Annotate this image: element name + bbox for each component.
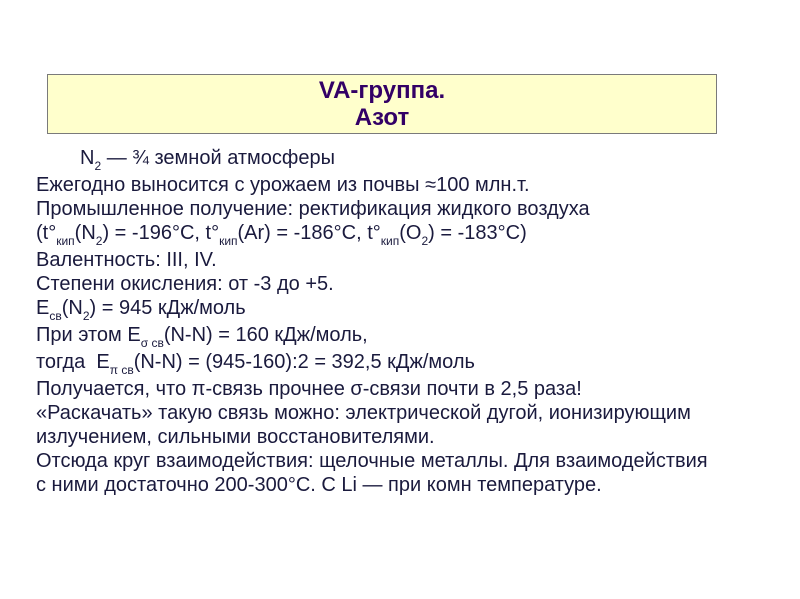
text-line <box>36 221 796 248</box>
text-segment: (N <box>74 222 96 244</box>
text-line <box>36 350 796 377</box>
text-segment: Ежегодно выносится с урожаем из почвы ≈100 млн.т. <box>36 174 530 196</box>
text-segment: Промышленное получение: ректификация жидкого воздуха <box>36 198 590 220</box>
text-segment: излучением, сильными восстановителями. <box>36 426 435 448</box>
text-subscript: 2 <box>95 234 103 248</box>
text-segment: ) = -183°C) <box>428 222 527 244</box>
slide-title-line-1: VA-группа. <box>318 77 446 104</box>
text-subscript: кип <box>56 234 75 248</box>
text-segment: Степени окисления: от -3 до +5. <box>36 273 334 295</box>
text-subscript: 2 <box>82 309 90 323</box>
text-line <box>36 425 796 449</box>
text-segment: — ¾ земной атмосферы <box>101 147 335 169</box>
text-segment: (O <box>399 222 422 244</box>
text-line <box>36 401 796 425</box>
text-segment: с ними достаточно 200-300°С. С Li — при комн температуре. <box>36 474 602 496</box>
text-line <box>36 323 796 350</box>
text-line <box>36 146 796 173</box>
text-line <box>36 377 796 401</box>
text-segment: (t° <box>36 222 57 244</box>
text-line <box>36 473 796 497</box>
text-line <box>36 449 796 473</box>
text-segment: При этом E <box>36 324 141 346</box>
text-segment: E <box>36 297 50 319</box>
text-segment: ) = -196°C, t° <box>102 222 220 244</box>
text-segment: ) = 945 кДж/моль <box>89 297 246 319</box>
text-line <box>36 197 796 221</box>
text-segment: (N-N) = (945-160):2 = 392,5 кДж/моль <box>133 351 475 373</box>
text-segment: (N <box>61 297 83 319</box>
text-segment: «Раскачать» такую связь можно: электрической дугой, ионизирующим <box>36 402 691 424</box>
text-subscript: 2 <box>421 234 429 248</box>
text-subscript: кип <box>380 234 400 248</box>
slide-title-box <box>47 74 717 134</box>
text-subscript: кип <box>219 234 238 248</box>
text-segment: (Ar) = -186°C, t° <box>237 222 381 244</box>
text-segment: Валентность: III, IV. <box>36 249 217 271</box>
text-segment: (N-N) = 160 кДж/моль, <box>163 324 368 346</box>
text-segment: Получается, что π-связь прочнее σ-связи почти в 2,5 раза! <box>36 378 582 400</box>
text-line <box>36 272 796 296</box>
text-line <box>36 296 796 323</box>
text-segment: тогда E <box>36 351 110 373</box>
slide-body-text <box>36 146 796 497</box>
text-segment: N <box>80 147 95 169</box>
text-segment: Отсюда круг взаимодействия: щелочные металлы. Для взаимодействия <box>36 450 708 472</box>
text-subscript: св <box>49 309 62 323</box>
text-subscript: σ св <box>140 336 164 350</box>
text-line <box>36 248 796 272</box>
text-line <box>36 173 796 197</box>
text-subscript: π св <box>109 363 134 377</box>
slide-title-line-2: Азот <box>354 104 410 131</box>
text-subscript: 2 <box>94 159 102 173</box>
